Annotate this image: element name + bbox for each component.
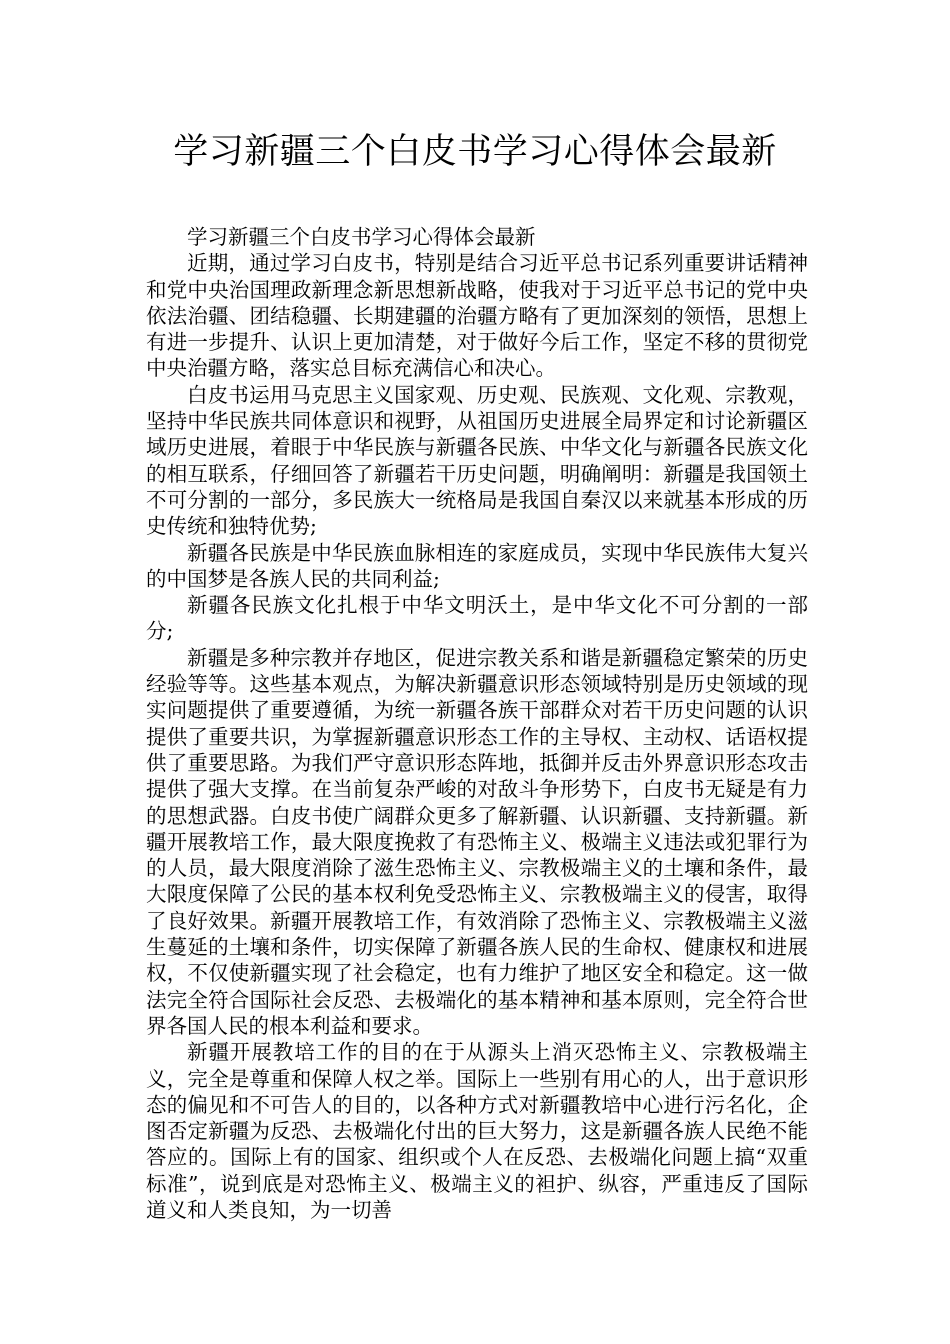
paragraph: 学习新疆三个白皮书学习心得体会最新 <box>187 225 536 249</box>
document-title: 学习新疆三个白皮书学习心得体会最新 <box>173 132 777 172</box>
paragraph: 新疆各民族是中华民族血脉相连的家庭成员，实现中华民族伟大复兴的中国梦是各族人民的共同利益; <box>146 540 808 591</box>
paragraph: 白皮书运用马克思主义国家观、历史观、民族观、文化观、宗教观，坚持中华民族共同体意识和视野，从祖国历史进展全局界定和讨论新疆区域历史进展，着眼于中华民族与新疆各民族、中华文化与新疆各民族文化的相互联系，仔细回答了新疆若干历史问题，明确阐明：新疆是我国领土不可分割的一部分，多民族大一统格局是我国自秦汉以来就基本形成的历史传统和独特优势; <box>146 382 808 539</box>
paragraph: 新疆是多种宗教并存地区，促进宗教关系和谐是新疆稳定繁荣的历史经验等等。这些基本观点，为解决新疆意识形态领域特别是历史领域的现实问题提供了重要遵循，为统一新疆各族干部群众对若干历史问题的认识提供了重要共识，为掌握新疆意识形态工作的主导权、主动权、话语权提供了重要思路。为我们严守意识形态阵地，抵御并反击外界意识形态攻击提供了强大支撑。在当前复杂严峻的对敌斗争形势下，白皮书无疑是有力的思想武器。白皮书使广阔群众更多了解新疆、认识新疆、支持新疆。新疆开展教培工作，最大限度挽救了有恐怖主义、极端主义违法或犯罪行为的人员，最大限度消除了滋生恐怖主义、宗教极端主义的土壤和条件，最大限度保障了公民的基本权利免受恐怖主义、宗教极端主义的侵害，取得了良好效果。新疆开展教培工作，有效消除了恐怖主义、宗教极端主义滋生蔓延的土壤和条件，切实保障了新疆各族人民的生命权、健康权和进展权，不仅使新疆实现了社会稳定，也有力维护了地区安全和稳定。这一做法完全符合国际社会反恐、去极端化的基本精神和基本原则，完全符合世界各国人民的根本利益和要求。 <box>146 645 808 1038</box>
paragraph: 新疆各民族文化扎根于中华文明沃土，是中华文化不可分割的一部分; <box>146 593 808 644</box>
paragraph: 近期，通过学习白皮书，特别是结合习近平总书记系列重要讲话精神和党中央治国理政新理念新思想新战略，使我对于习近平总书记的党中央依法治疆、团结稳疆、长期建疆的治疆方略有了更加深刻的领悟，思想上有进一步提升、认识上更加清楚，对于做好今后工作，坚定不移的贯彻党中央治疆方略，落实总目标充满信心和决心。 <box>146 251 808 381</box>
document-body <box>146 224 808 1223</box>
paragraph: 新疆开展教培工作的目的在于从源头上消灭恐怖主义、宗教极端主义，完全是尊重和保障人权之举。国际上一些别有用心的人，出于意识形态的偏见和不可告人的目的，以各种方式对新疆教培中心进行污名化，企图否定新疆为反恐、去极端化付出的巨大努力，这是新疆各族人民绝不能答应的。国际上有的国家、组织或个人在反恐、去极端化问题上搞“双重标准”，说到底是对恐怖主义、极端主义的袒护、纵容，严重违反了国际道义和人类良知，为一切善 <box>146 1040 808 1222</box>
